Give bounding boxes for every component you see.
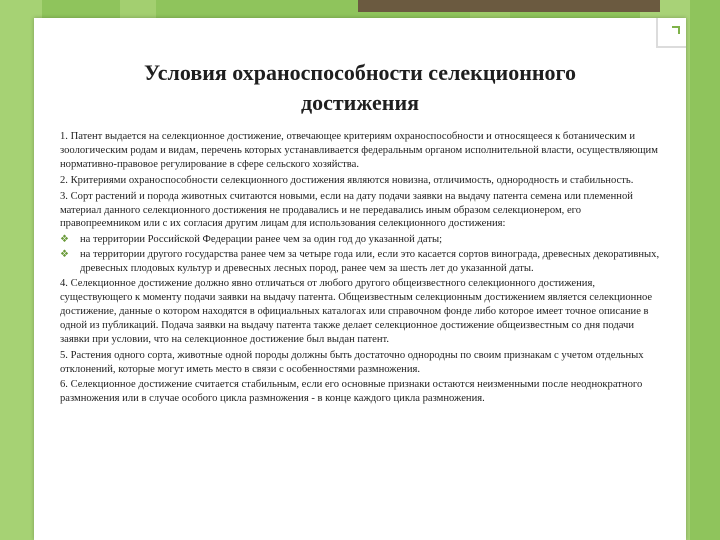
decorative-tab [358, 0, 660, 12]
corner-frame [656, 18, 686, 48]
slide-title [60, 58, 660, 118]
title-line-2: достижения [300, 90, 420, 115]
checkmark-diamond-icon: ❖ [60, 249, 69, 261]
bullet-text: на территории Российской Федерации ранее чем за один год до указанной даты; [80, 234, 443, 246]
corner-accent-icon [672, 26, 680, 34]
paragraph-1: 1. Патент выдается на селекционное достижение, отвечающее критериям охраноспособности и относящееся к ботаническим и зоологическим родам и видам, перечень которых устанавливается федеральным органом исполнительной власти, осуществляющим нормативно-правовое регулирование в сфере сельского хозяйства. [60, 131, 658, 170]
checkmark-diamond-icon: ❖ [60, 234, 69, 246]
paragraph-2: 2. Критериями охраноспособности селекционного достижения являются новизна, отличимость, однородность и стабильность. [60, 174, 634, 186]
slide-body [60, 130, 662, 408]
bullet-item [60, 233, 662, 247]
paragraph-6: 6. Селекционное достижение считается стабильным, если его основные признаки остаются неизменными после неоднократного размножения или в случае особого цикла размножения - в конце каждого цикла размножения. [60, 379, 643, 405]
paragraph-4: 4. Селекционное достижение должно явно отличаться от любого другого общеизвестного селекционного достижения, существующего к моменту подачи заявки на выдачу патента. Общеизвестным селекционным достижением является селекционное достижение, данные о котором находятся в официальных каталогах или справочном фонде либо которое имеет точное описание в одной из публикаций. Подача заявки на выдачу патента также делает селекционное достижение общеизвестным со дня подачи заявки при условии, что на селекционное достижение был выдан патент. [60, 278, 653, 345]
title-line-1: Условия охраноспособности селекционного [143, 60, 576, 85]
paragraph-3: 3. Сорт растений и порода животных считаются новыми, если на дату подачи заявки на выдачу патента семена или племенной материал данного селекционного достижения не продавались и не передавались иным образом селекционером, его правопреемником или с их согласия другим лицам для использования селекционного достижения: [60, 190, 633, 230]
bullet-text: на территории другого государства ранее чем за четыре года или, если это касается сортов винограда, древесных декоративных, древесных плодовых культур и древесных лесных пород, ранее чем за шесть лет до указанной даты. [80, 249, 660, 275]
bullet-item [60, 248, 662, 276]
paragraph-5: 5. Растения одного сорта, животные одной породы должны быть достаточно однородны по своим признакам с учетом отдельных отклонений, которые могут иметь место в связи с особенностями размножения. [60, 349, 644, 375]
